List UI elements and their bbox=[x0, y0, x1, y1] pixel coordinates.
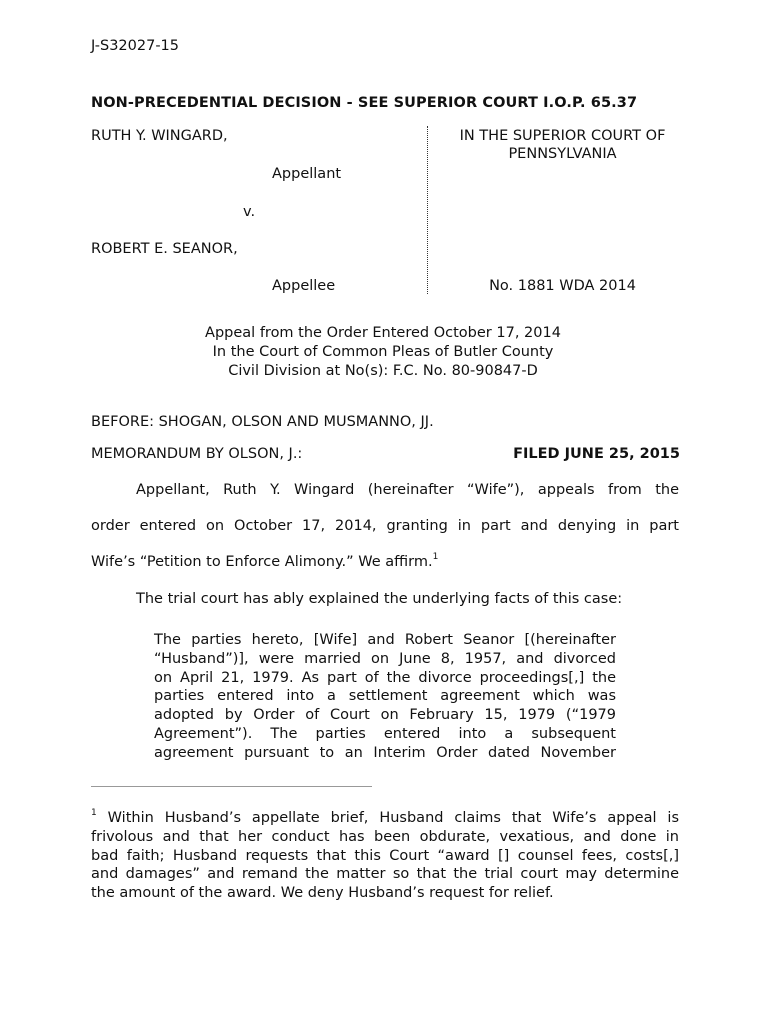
body-line-1: Appellant, Ruth Y. Wingard (hereinafter “Wife”), appeals from the bbox=[136, 482, 679, 498]
memorandum-author: MEMORANDUM BY OLSON, J.: bbox=[91, 446, 303, 462]
footnote-line: the amount of the award. We deny Husband’s request for relief. bbox=[91, 885, 554, 902]
case-number: No. 1881 WDA 2014 bbox=[489, 278, 636, 294]
appeal-line1: Appeal from the Order Entered October 17, 2014 bbox=[205, 325, 561, 341]
appellee-role: Appellee bbox=[272, 278, 336, 294]
appeal-line2: In the Court of Common Pleas of Butler County bbox=[212, 344, 554, 360]
quote-line: agreement pursuant to an Interim Order dated November bbox=[154, 744, 616, 761]
filed-date: FILED JUNE 25, 2015 bbox=[513, 446, 680, 462]
footnote-divider bbox=[91, 786, 372, 787]
appellant-name: RUTH Y. WINGARD, bbox=[91, 128, 228, 144]
footnote-line: frivolous and that her conduct has been obdurate, vexatious, and done in bbox=[91, 828, 679, 845]
court-name-line2: PENNSYLVANIA bbox=[508, 146, 617, 162]
quote-line: on April 21, 1979. As part of the divorce proceedings[,] the bbox=[154, 669, 616, 686]
footnote-line-1: Within Husband’s appellate brief, Husband claims that Wife’s appeal is bbox=[107, 810, 679, 826]
body-paragraph-2: The trial court has ably explained the underlying facts of this case: bbox=[136, 591, 623, 607]
quote-line: parties entered into a settlement agreement which was bbox=[154, 688, 616, 705]
appeal-line3: Civil Division at No(s): F.C. No. 80-90847-D bbox=[228, 363, 538, 379]
block-quote bbox=[154, 631, 616, 763]
docket-id: J-S32027-15 bbox=[91, 38, 180, 54]
body-line-2: order entered on October 17, 2014, granting in part and denying in part bbox=[91, 518, 679, 534]
quote-line: adopted by Order of Court on February 15, 1979 (“1979 bbox=[154, 707, 616, 724]
court-name-line1: IN THE SUPERIOR COURT OF bbox=[459, 128, 666, 144]
footnote-line: and damages” and remand the matter so that the trial court may determine bbox=[91, 866, 679, 883]
quote-line: Agreement”). The parties entered into a subsequent bbox=[154, 725, 616, 742]
footnote bbox=[91, 809, 679, 903]
quote-line: “Husband”)], were married on June 8, 1957, and divorced bbox=[154, 650, 616, 667]
body-line-3-text: Wife’s “Petition to Enforce Alimony.” We affirm. bbox=[91, 554, 433, 570]
caption-separator bbox=[427, 126, 428, 294]
appellant-role: Appellant bbox=[272, 166, 342, 182]
versus: v. bbox=[243, 204, 256, 220]
footnote-ref: 1 bbox=[432, 552, 439, 563]
footnote-line: bad faith; Husband requests that this Court “award [] counsel fees, costs[,] bbox=[91, 847, 679, 864]
non-precedential-banner: NON-PRECEDENTIAL DECISION - SEE SUPERIOR COURT I.O.P. 65.37 bbox=[91, 95, 638, 111]
footnote-marker: 1 bbox=[91, 808, 97, 819]
body-line-3 bbox=[91, 553, 438, 571]
before-panel: BEFORE: SHOGAN, OLSON AND MUSMANNO, JJ. bbox=[91, 414, 434, 430]
quote-line: The parties hereto, [Wife] and Robert Seanor [(hereinafter bbox=[154, 632, 616, 648]
footnote-line bbox=[91, 809, 679, 828]
appellee-name: ROBERT E. SEANOR, bbox=[91, 241, 238, 257]
